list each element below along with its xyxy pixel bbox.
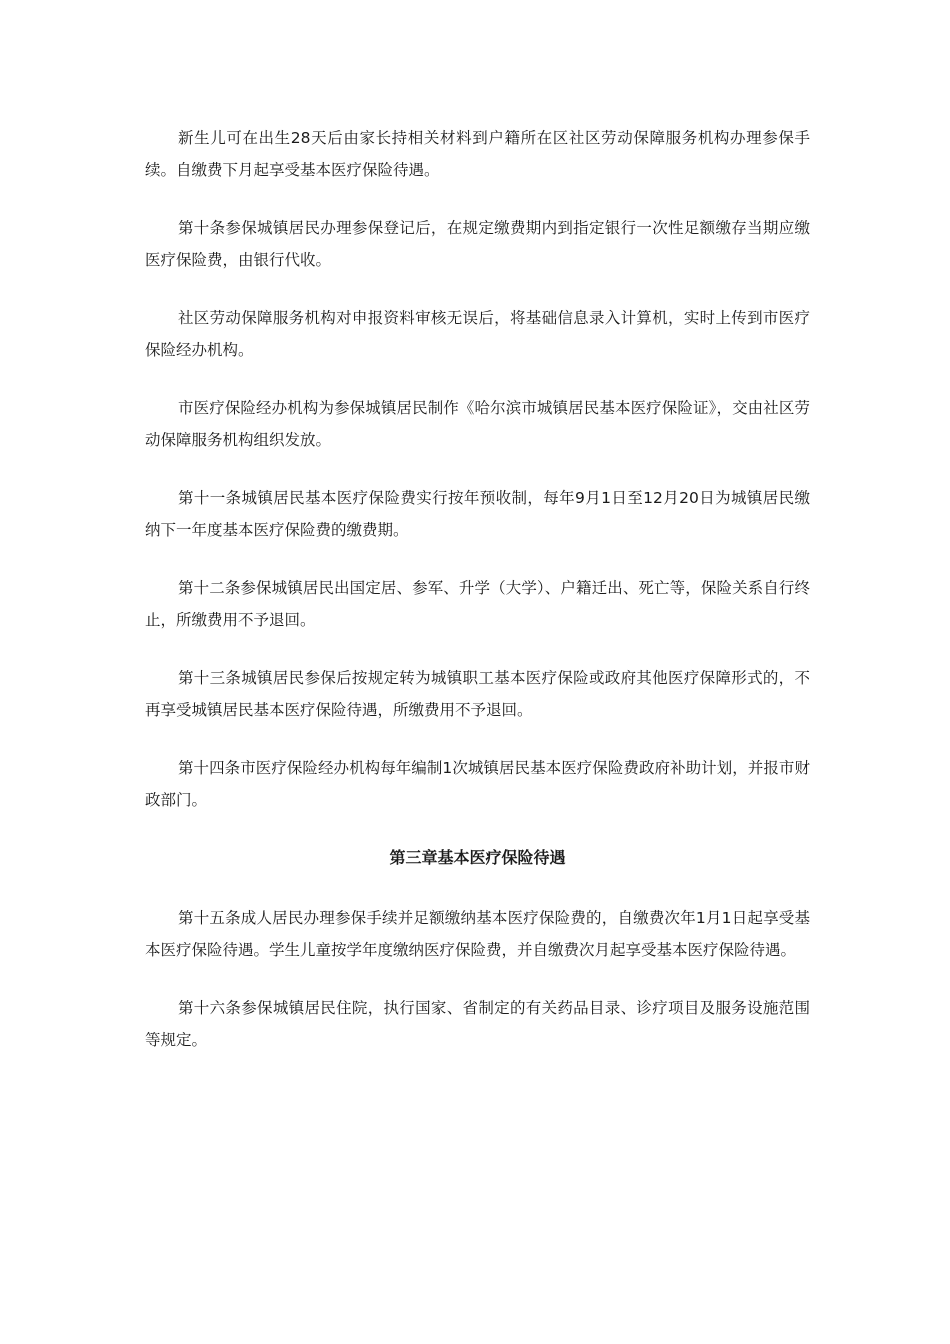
paragraph-data-upload: 社区劳动保障服务机构对申报资料审核无误后，将基础信息录入计算机，实时上传到市医疗保险经办机构。 [145, 309, 810, 359]
paragraph-article-14: 第十四条市医疗保险经办机构每年编制1次城镇居民基本医疗保险费政府补助计划，并报市财政部门。 [145, 759, 810, 809]
document-page [145, 122, 810, 1082]
paragraph-article-16: 第十六条参保城镇居民住院，执行国家、省制定的有关药品目录、诊疗项目及服务设施范围等规定。 [145, 999, 810, 1049]
paragraph-article-13: 第十三条城镇居民参保后按规定转为城镇职工基本医疗保险或政府其他医疗保障形式的，不再享受城镇居民基本医疗保险待遇，所缴费用不予退回。 [145, 669, 810, 719]
paragraph-insurance-card: 市医疗保险经办机构为参保城镇居民制作《哈尔滨市城镇居民基本医疗保险证》，交由社区劳动保障服务机构组织发放。 [145, 399, 810, 449]
chapter-heading: 第三章基本医疗保险待遇 [389, 848, 566, 867]
paragraph-newborn-enrollment: 新生儿可在出生28天后由家长持相关材料到户籍所在区社区劳动保障服务机构办理参保手续。自缴费下月起享受基本医疗保险待遇。 [145, 129, 810, 179]
paragraph-article-12: 第十二条参保城镇居民出国定居、参军、升学（大学）、户籍迁出、死亡等，保险关系自行终止，所缴费用不予退回。 [145, 579, 810, 629]
paragraph-article-11: 第十一条城镇居民基本医疗保险费实行按年预收制，每年9月1日至12月20日为城镇居民缴纳下一年度基本医疗保险费的缴费期。 [145, 489, 810, 539]
paragraph-article-10: 第十条参保城镇居民办理参保登记后，在规定缴费期内到指定银行一次性足额缴存当期应缴医疗保险费，由银行代收。 [145, 219, 810, 269]
paragraph-article-15: 第十五条成人居民办理参保手续并足额缴纳基本医疗保险费的，自缴费次年1月1日起享受基本医疗保险待遇。学生儿童按学年度缴纳医疗保险费，并自缴费次月起享受基本医疗保险待遇。 [145, 909, 810, 959]
